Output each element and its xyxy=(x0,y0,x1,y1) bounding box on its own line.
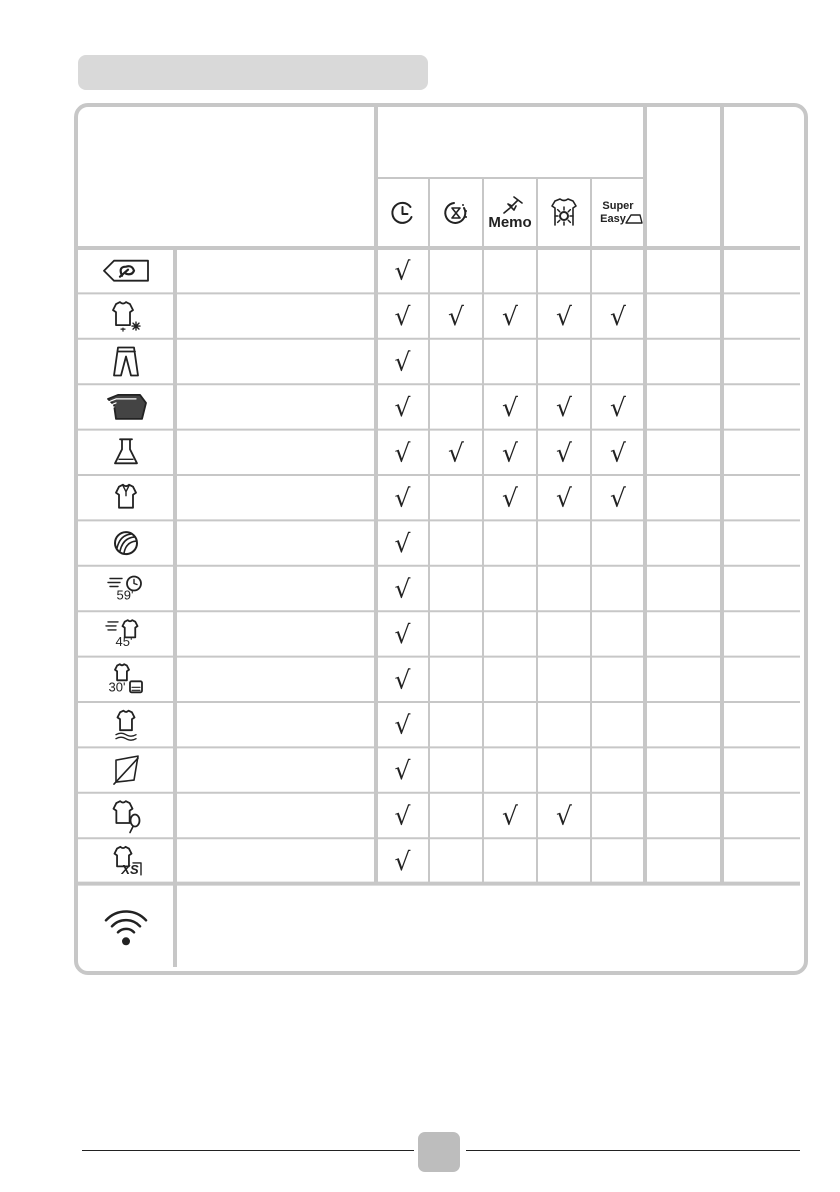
check-mark: √ xyxy=(394,302,411,332)
check-mark: √ xyxy=(556,438,572,468)
shirt-rinse-icon xyxy=(116,711,136,741)
shirt-sparkle-icon xyxy=(113,302,140,331)
easy-label: Easy xyxy=(600,213,626,225)
check-mark: √ xyxy=(610,392,626,422)
check-mark: √ xyxy=(556,801,572,831)
check-mark: √ xyxy=(394,619,411,649)
check-mark: √ xyxy=(394,710,411,740)
programme-icon-label: 59' xyxy=(116,587,134,603)
check-mark: √ xyxy=(394,801,411,831)
check-mark: √ xyxy=(394,256,411,286)
check-mark: √ xyxy=(610,302,626,332)
check-mark: √ xyxy=(394,665,411,695)
programme-icon-label: XS xyxy=(121,861,139,877)
check-mark: √ xyxy=(394,756,411,786)
shirt-racket-icon xyxy=(114,801,140,832)
iron-icon xyxy=(626,215,642,223)
check-mark: √ xyxy=(394,438,411,468)
stopwatch-icon xyxy=(445,203,467,223)
polo-shirt-icon xyxy=(116,485,136,508)
footer-line-right xyxy=(466,1150,800,1151)
check-mark: √ xyxy=(610,483,626,513)
check-mark: √ xyxy=(448,438,464,468)
check-mark: √ xyxy=(610,438,626,468)
wool-icon xyxy=(115,532,137,554)
check-mark: √ xyxy=(502,483,518,513)
check-mark: √ xyxy=(394,483,411,513)
check-mark: √ xyxy=(394,347,411,377)
page-number-badge xyxy=(418,1132,460,1172)
wifi-icon xyxy=(106,911,146,945)
programme-icon-label: 45' xyxy=(115,633,133,649)
clock-icon xyxy=(392,203,411,223)
check-mark: √ xyxy=(502,302,518,332)
check-mark: √ xyxy=(556,483,572,513)
check-mark: √ xyxy=(448,302,464,332)
check-mark: √ xyxy=(394,392,411,422)
tag-cotton-icon xyxy=(104,261,148,281)
check-mark: √ xyxy=(394,574,411,604)
memo-label: Memo xyxy=(488,214,532,231)
trousers-icon xyxy=(114,348,138,376)
programme-icon-label: 30' xyxy=(108,679,126,695)
footer-line-left xyxy=(82,1150,414,1151)
check-mark: √ xyxy=(394,529,411,559)
check-mark: √ xyxy=(394,846,411,876)
shirt-sun-icon xyxy=(552,199,576,225)
feather-icon xyxy=(114,756,138,784)
super-label: Super xyxy=(602,200,634,212)
check-mark: √ xyxy=(502,801,518,831)
check-mark: √ xyxy=(502,438,518,468)
pin-icon xyxy=(504,197,522,213)
flask-icon xyxy=(115,439,137,463)
shirts-stack-icon xyxy=(106,395,146,419)
check-mark: √ xyxy=(502,392,518,422)
check-mark: √ xyxy=(556,392,572,422)
check-mark: √ xyxy=(556,302,572,332)
